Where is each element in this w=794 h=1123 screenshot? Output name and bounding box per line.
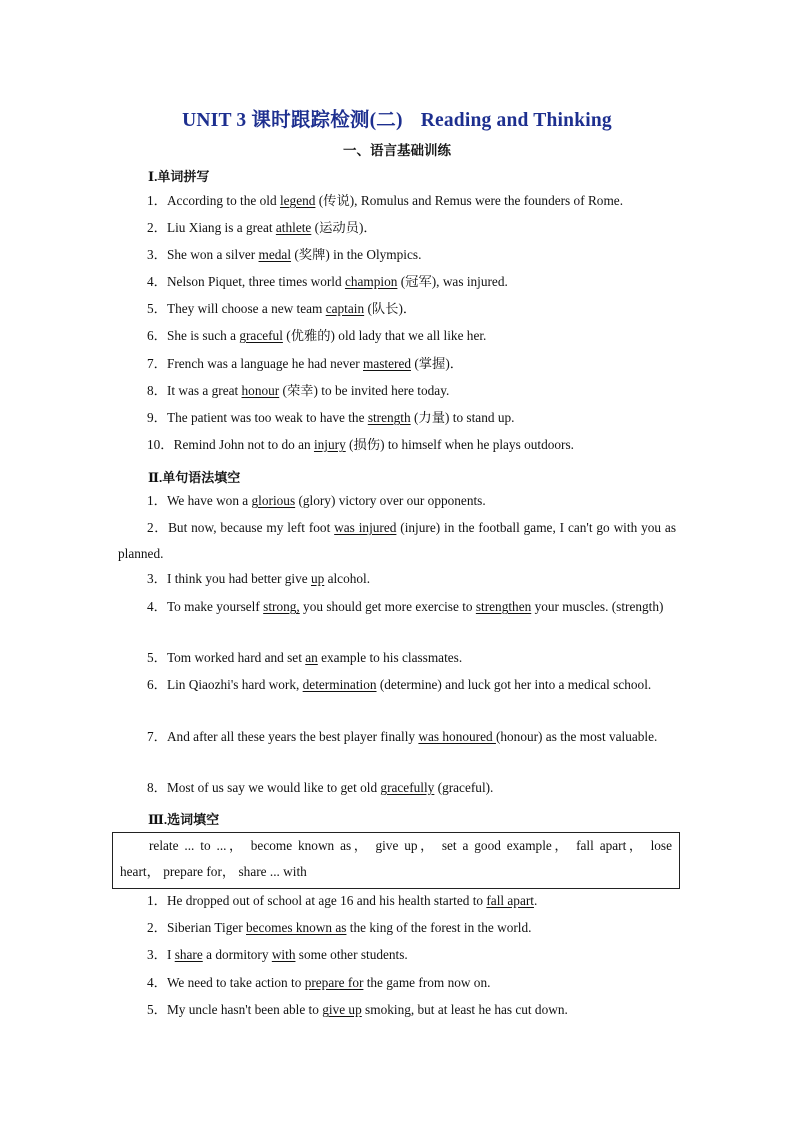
list-item: 3．I share a dormitory with some other students.	[147, 947, 408, 962]
answer: up	[310, 571, 325, 586]
list-item: 7．And after all these years the best player finally was honoured (honour) as the most valuable.	[147, 729, 658, 744]
word-bank-box	[112, 832, 680, 889]
list-item: 2．Siberian Tiger becomes known as the king of the forest in the world.	[147, 920, 532, 935]
list-item: 1．According to the old legend (传说), Romulus and Remus were the founders of Rome.	[147, 193, 624, 208]
title-main: UNIT 3 课时跟踪检测(二)	[182, 110, 403, 131]
answer: an	[305, 650, 318, 665]
list-item: 8．It was a great honour (荣幸) to be invited here today.	[147, 383, 450, 398]
answer: prepare for	[304, 975, 364, 990]
list-item: 2．Liu Xiang is a great athlete (运动员)．	[147, 220, 377, 235]
answer: legend	[279, 193, 316, 208]
answer: strength	[367, 410, 411, 425]
answer: strengthen	[475, 599, 532, 614]
answer: give up	[322, 1002, 362, 1017]
answer: graceful	[239, 328, 283, 343]
answer: was honoured	[418, 729, 496, 744]
answer: glorious	[251, 493, 296, 508]
answer: share	[174, 947, 203, 962]
list-item: 5．Tom worked hard and set an example to his classmates.	[147, 650, 463, 665]
list-item: 5．My uncle hasn't been able to give up smoking, but at least he has cut down.	[147, 1002, 568, 1017]
answer: fall apart	[486, 893, 534, 908]
section3-heading: Ⅲ.选词填空	[148, 812, 220, 827]
list-item: 8．Most of us say we would like to get old gracefully (graceful).	[147, 780, 494, 795]
list-item: 2．But now, because my left foot was injured (injure) in the football game, I can't go with you as planned.	[118, 520, 677, 561]
list-item: 3．I think you had better give up alcohol.	[147, 571, 371, 586]
answer: mastered	[363, 356, 411, 371]
answer: medal	[258, 247, 292, 262]
word-bank-line: relate ... to ...， become known as， give up， set a good example， fall apart， lose	[149, 838, 672, 853]
list-item: 9．The patient was too weak to have the strength (力量) to stand up.	[147, 410, 515, 425]
list-item: 7．French was a language he had never mastered (掌握)．	[147, 356, 464, 371]
list-item: 10．Remind John not to do an injury (损伤) to himself when he plays outdoors.	[147, 437, 574, 452]
list-item: 6．Lin Qiaozhi's hard work, determination (determine) and luck got her into a medical school.	[147, 677, 652, 692]
title-sub: Reading and Thinking	[420, 110, 612, 131]
word-bank-line: heart， prepare for， share ... with	[120, 864, 307, 879]
answer: honour	[241, 383, 280, 398]
answer: gracefully	[380, 780, 435, 795]
answer: was injured	[334, 520, 397, 535]
section2-heading: Ⅱ.单句语法填空	[148, 470, 241, 485]
section-subtitle: 一、语言基础训练	[343, 143, 451, 158]
answer: becomes known as	[246, 920, 347, 935]
list-item: 4．Nelson Piquet, three times world champion (冠军), was injured.	[147, 274, 508, 289]
list-item: 6．She is such a graceful (优雅的) old lady that we all like her.	[147, 328, 487, 343]
answer: captain	[325, 301, 365, 316]
list-item: 4．We need to take action to prepare for the game from now on.	[147, 975, 491, 990]
answer: champion	[344, 274, 398, 289]
answer: athlete	[275, 220, 312, 235]
answer: injury	[313, 437, 346, 452]
answer: determination	[302, 677, 377, 692]
list-item: 3．She won a silver medal (奖牌) in the Olympics.	[147, 247, 422, 262]
list-item: 1．We have won a glorious (glory) victory over our opponents.	[147, 493, 486, 508]
answer: strong,	[263, 599, 300, 614]
list-item: 1．He dropped out of school at age 16 and his health started to fall apart.	[147, 893, 538, 908]
list-item: 5．They will choose a new team captain (队长)．	[147, 301, 417, 316]
page-title	[0, 104, 794, 132]
answer: with	[271, 947, 296, 962]
section1-heading: Ⅰ.单词拼写	[148, 169, 210, 184]
list-item: 4．To make yourself strong, you should get more exercise to strengthen your muscles. (strength)	[147, 599, 664, 614]
